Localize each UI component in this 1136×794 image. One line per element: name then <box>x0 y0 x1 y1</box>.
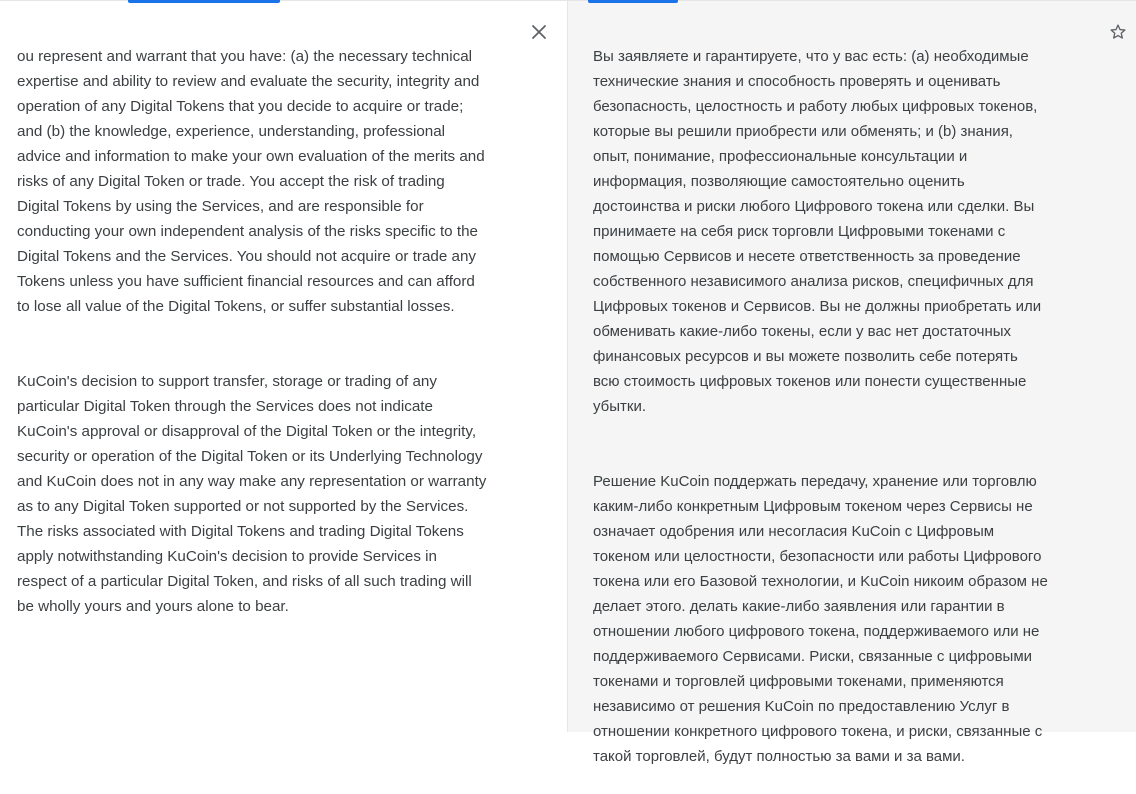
clear-source-button[interactable] <box>527 20 551 44</box>
translation-paragraph-1: Вы заявляете и гарантируете, что у вас есть: (а) необходимые технические знания и способность проверять и оценивать безопасность, целостность и работу любых цифровых токенов, которые вы решили приобрести или обменять; и (b) знания, опыт, понимание, профессиональные консультации и информация, позволяющие самостоятельно оценить достоинства и риски любого Цифрового токена или сделки. Вы принимаете на себя риск торговли Цифровыми токенами с помощью Сервисов и несете ответственность за проведение собственного независимого анализа рисков, специфичных для Цифровых токенов и Сервисов. Вы не должны приобретать или обменивать какие-либо токены, если у вас нет достаточных финансовых ресурсов и вы можете позволить себе потерять всю стоимость цифровых токенов или понести существенные убытки. <box>593 48 1042 415</box>
save-translation-button[interactable] <box>1106 20 1130 44</box>
active-language-indicator <box>588 0 678 3</box>
star-outline-icon <box>1109 23 1127 41</box>
active-language-indicator <box>128 0 280 3</box>
translation-paragraph-2: Решение KuCoin поддержать передачу, хранение или торговлю каким-либо конкретным Цифровым токеном через Сервисы не означает одобрения или несогласия KuCoin с Цифровым токеном или целостности, безопасности или работы Цифрового токена или его Базовой технологии, и KuCoin никоим образом не делает этого. делать какие-либо заявления или гарантии в отношении любого цифрового токена, поддерживаемого или не поддерживаемого Сервисами. Риски, связанные с цифровыми токенами и торговлей цифровыми токенами, применяются независимо от решения KuCoin по предоставлению Услуг в отношении конкретного цифрового токена, и риски, связанные с такой торговлей, будут полностью за вами и за вами. <box>593 473 1048 765</box>
source-paragraph-1: ou represent and warrant that you have: (a) the necessary technical expertise and ability to review and evaluate the security, integrity and operation of any Digital Tokens that you decide to acquire or trade; and (b) the knowledge, experience, understanding, professional advice and information to make your own evaluation of the merits and risks of any Digital Token or trade. You accept the risk of trading Digital Tokens by using the Services, and are responsible for conducting your own independent analysis of the risks specific to the Digital Tokens and the Services. You should not acquire or trade any Tokens unless you have sufficient financial resources and can afford to lose all value of the Digital Tokens, or suffer substantial losses. <box>17 48 485 315</box>
translation-output <box>593 19 1098 794</box>
translation-pane <box>568 0 1136 765</box>
top-divider <box>0 0 567 1</box>
source-text-pane[interactable] <box>0 0 568 732</box>
close-icon <box>532 25 546 39</box>
source-textarea[interactable] <box>17 19 527 644</box>
source-paragraph-2: KuCoin's decision to support transfer, storage or trading of any particular Digital Token through the Services does not indicate KuCoin's approval or disapproval of the Digital Token or the integrity, security or operation of the Digital Token or its Underlying Technology and KuCoin does not in any way make any representation or warranty as to any Digital Token supported or not supported by the Services. The risks associated with Digital Tokens and trading Digital Tokens apply notwithstanding KuCoin's decision to provide Services in respect of a particular Digital Token, and risks of all such trading will be wholly yours and yours alone to bear. <box>17 373 487 615</box>
